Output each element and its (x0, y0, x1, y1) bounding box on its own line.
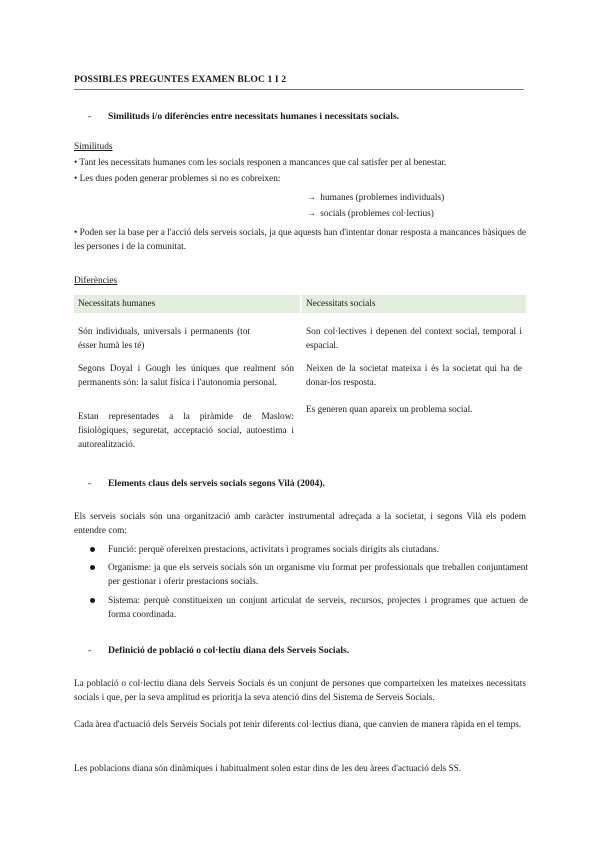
section3-heading-text: Definició de població o col·lectiu diana dels Serveis Socials. (108, 645, 350, 656)
section3-paragraph-1: La població o col·lectiu diana dels Serveis Socials és un conjunt de persones que comparteixen les mateixes necessitats socials i que, per la seva amplitud es prioritja la seva atenció dins del Sistema de Serveis Socials. (74, 679, 526, 704)
section1-heading-text: Similituds i/o diferències entre necessitats humanes i necessitats socials. (108, 111, 400, 122)
list-item (88, 561, 528, 589)
section3-dash: - (88, 645, 92, 656)
section3-heading (88, 645, 349, 656)
list-item-text: Sistema: perquè constitueixen un conjunt articulat de serveis, recursos, projectes i programes que actuen de forma coordinada. (108, 595, 528, 620)
table-header-necessitats-humanes: Necessitats humanes (74, 295, 300, 313)
table-cell-humanes-1: Són individuals, universals i permanents (tot ésser humà les té) (78, 327, 250, 352)
arrow-item-socials (307, 209, 434, 219)
document-title: POSSIBLES PREGUNTES EXAMEN BLOC 1 I 2 (74, 74, 287, 85)
list-item-text: Organisme: ja que els serveis socials són un organisme viu format per professionals que treballen conjuntament per gestionar i oferir prestacions socials. (108, 563, 528, 588)
section2-intro: Els serveis socials són una organització amb caràcter instrumental adreçada a la societat, i segons Vilà els podem entendre com: (74, 512, 526, 537)
section2-heading (88, 478, 325, 489)
section3-paragraph-2: Cada àrea d'actuació dels Serveis Socials pot tenir diferents col·lectius diana, que canvien de manera ràpida en el temps. (74, 720, 522, 730)
arrow-item-humanes-text: humanes (problemes individuals) (320, 193, 445, 203)
right-arrow-icon: → (307, 193, 317, 203)
right-arrow-icon: → (307, 209, 317, 219)
bullet-icon (90, 565, 95, 570)
arrow-item-socials-text: socials (problemes col·lectius) (320, 209, 434, 219)
section2-heading-text: Elements claus dels serveis socials segons Vilà (2004). (108, 478, 325, 489)
bullet-icon (90, 547, 95, 552)
table-cell-socials-2: Neixen de la societat mateixa i és la societat qui ha de donar-los resposta. (306, 364, 522, 389)
vila-elements-list (88, 543, 528, 626)
similarity-line-1: • Tant les necessitats humanes com les socials responen a mancances que cal satisfer per al benestar. (74, 158, 447, 168)
differences-label: Diferències (74, 276, 118, 286)
section2-dash: - (88, 478, 92, 489)
similarities-label: Similituds (74, 142, 113, 152)
list-item-text: Funció: perquè ofereixen prestacions, activitats i programes socials dirigits als ciutadans. (108, 545, 439, 555)
list-item (88, 594, 528, 622)
bullet-icon (90, 598, 95, 603)
table-header-necessitats-socials: Necessitats socials (302, 295, 526, 313)
arrow-item-humanes (307, 193, 444, 203)
section3-paragraph-3: Les poblacions diana són dinàmiques i habitualment solen estar dins de les deu àrees d'actuació dels SS. (74, 764, 462, 774)
table-cell-humanes-3: Estan representades a la piràmide de Maslow: fisiològiques, seguretat, acceptació social, autoestima i autorealització. (78, 412, 294, 451)
table-cell-socials-1: Son col·lectives i depenen del context social, temporal i espacial. (306, 327, 522, 352)
similarity-line-2: • Les dues poden generar problemes si no es cobreixen: (74, 174, 281, 184)
table-cell-socials-3: Es generen quan apareix un problema social. (306, 405, 473, 415)
section1-dash: - (88, 111, 92, 122)
table-cell-humanes-2: Segons Doyal i Gough les úniques que realment són permanents són: la salut física i l'autonomia personal. (78, 364, 294, 389)
similarity-line-3: • Poden ser la base per a l'acció dels serveis socials, ja que aquests han d'intentar donar resposta a mancances bàsiques de les persones i de la comunitat. (74, 228, 526, 253)
title-underline (74, 89, 524, 90)
section1-heading (88, 111, 399, 122)
list-item (88, 543, 528, 557)
